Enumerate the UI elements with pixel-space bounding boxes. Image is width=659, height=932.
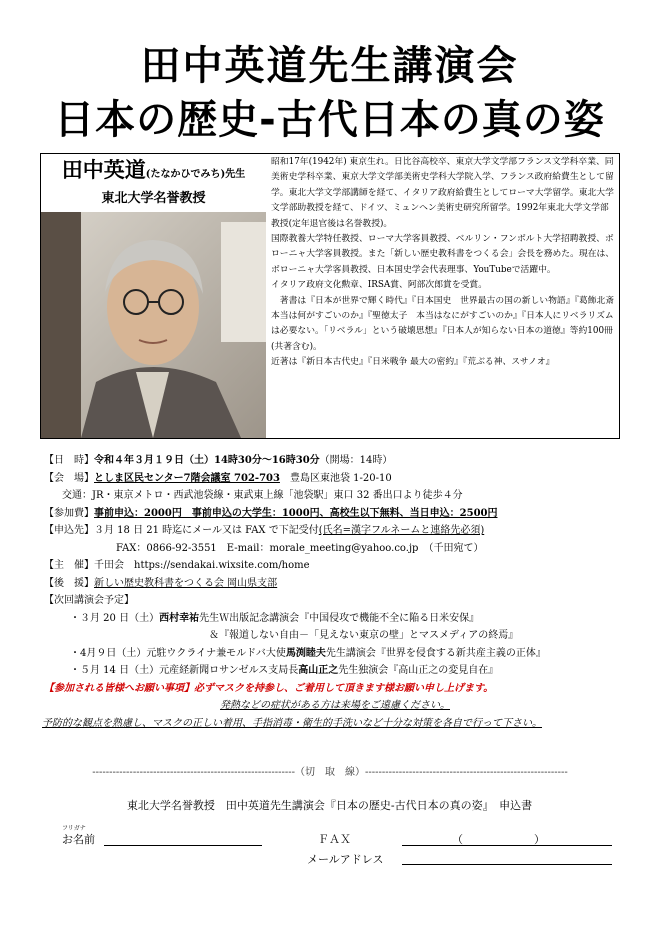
host-row: 【主 催】千田会 https://sendakai.wixsite.com/home <box>44 560 310 571</box>
fee-row: 【参加費】事前申込：2000円 事前申込の大学生：1000円、高校生以下無料、当日申込：2500円 <box>44 507 498 519</box>
fax-paren-open: （ <box>452 833 463 846</box>
bio-paragraph: 昭和17年(1942年) 東京生れ。日比谷高校卒、東京大学文学部フランス文学科卒業、同美術史学科卒業、東京大学文学部美術史学科大学院入学、フランス政府給費生として留学。東北大学文学部講師を経て、イタリア政府給費生としてローマ大学留学。東北大学文学部助教授を経て、ドイツ、ミュンヘン美術史研究所留学。1992年東北大学文学部教授(定年退官後は名誉教授)。 <box>271 157 614 229</box>
attendee-request: 【参加される皆様へお願い事項】必ずマスクを持参し、ご着用して頂きます様お願い申し上げます。 <box>44 682 494 694</box>
email-label: メールアドレス <box>307 853 384 866</box>
next-event-3: ・５月 14 日（土）元産経新聞ロサンゼルス支局長高山正之先生独演会『高山正之の変見自在』 <box>70 665 499 676</box>
venue-row: 【会 場】としま区民センター7階会議室 702-703 豊島区東池袋 1-20-10 <box>44 472 392 484</box>
speaker-photo <box>41 212 266 438</box>
apply-row: 【申込先】３月 18 日 21 時迄にメール又は FAX で下記受付(氏名=漢字フルネームと連絡先必須) <box>44 525 485 536</box>
speaker-name-cell <box>41 154 266 212</box>
next-event-2: ・4月９日（土）元駐ウクライナ兼モルドバ大使馬渕睦夫先生講演会『世界を侵食する新共産主義の正体』 <box>70 647 546 659</box>
speaker-name: 田中英道(たなかひでみち)先生 <box>61 157 246 182</box>
event-subtitle: 日本の歴史‐古代日本の真の姿 <box>54 97 605 143</box>
application-form-title: 東北大学名誉教授 田中英道先生講演会『日本の歴史‐古代日本の真の姿』 申込書 <box>126 799 533 812</box>
speaker-biography <box>271 155 623 371</box>
name-label: お名前 <box>62 833 95 846</box>
fax-paren-close: ） <box>534 833 545 846</box>
speaker-affiliation: 東北大学名誉教授 <box>101 191 206 206</box>
cut-line: ------------------------------------------------------------（切 取 線）------------------------------------------------------------ <box>92 767 568 778</box>
next-events-heading: 【次回講演会予定】 <box>44 595 134 606</box>
furigana-label: フリガナ <box>62 825 86 832</box>
bio-paragraph: 近著は『新日本古代史』『日米戦争 最大の密約』『荒ぶる神、スサノオ』 <box>271 357 555 368</box>
attendee-request-line2: 発熱などの症状がある方は来場をご遠慮ください。 <box>220 700 450 711</box>
event-details <box>44 452 634 732</box>
name-field[interactable] <box>104 845 262 846</box>
support-row: 【後 援】新しい歴史教科書をつくる会 岡山県支部 <box>44 577 278 589</box>
next-event-1-line2: ＆『報道しない自由－「見えない東京の壁」とマスメディアの終焉』 <box>209 630 519 641</box>
event-title: 田中英道先生講演会 <box>140 43 519 89</box>
bio-paragraph: イタリア政府文化勲章、IRSA賞、阿部次郎賞を受賞。 <box>271 280 488 291</box>
fax-label: ＦＡＸ <box>318 833 351 846</box>
attendee-request-line3: 予防的な観点を熟慮し、マスクの正しい着用、手指消毒・衛生的手洗いなど十分な対策を各自で行って下さい。 <box>42 717 542 729</box>
bio-paragraph: 国際教養大学特任教授、ローマ大学客員教授、ベルリン・フンボルト大学招聘教授、ボローニャ大学客員教授。また「新しい歴史教科書をつくる会」会長を務めた。現在は、ボローニャ大学客員教授、日本国史学会代表理事、YouTubeで活躍中。 <box>271 234 615 275</box>
fax-field[interactable] <box>402 845 612 846</box>
contact-row: FAX：0866-92-3551 E-mail：morale_meeting@yahoo.co.jp （千田宛て） <box>116 542 484 554</box>
bio-paragraph: 著書は『日本が世界で輝く時代』『日本国史 世界最古の国の新しい物語』『葛飾北斎 本当は何がすごいのか』『聖徳太子 本当はなにがすごいのか』『日本人にリベラリズムは必要ない。「リベラル」という破壊思想』『日本人が知らない日本の道徳』等約100冊(共著含む)。 <box>271 295 623 352</box>
next-event-1: ・３月 20 日（土）西村幸祐先生Ｗ出版記念講演会『中国侵攻で機能不全に陥る日米安保』 <box>70 612 480 624</box>
email-field[interactable] <box>402 864 612 865</box>
date-row: 【日 時】令和４年３月１９日（土）14時30分～16時30分（開場：14時） <box>44 455 393 466</box>
access-row: 交通：JR・東京メトロ・西武池袋線・東武東上線「池袋駅」東口 32 番出口より徒歩４分 <box>62 490 463 501</box>
